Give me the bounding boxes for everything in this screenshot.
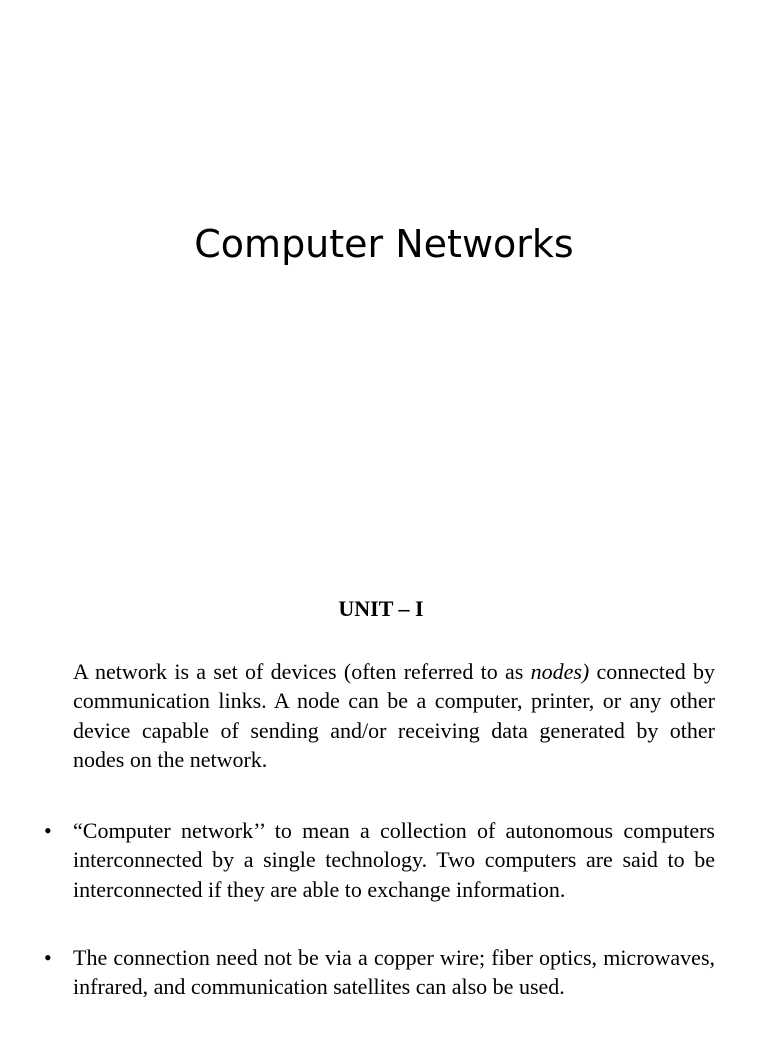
intro-paragraph <box>73 657 715 774</box>
slide-title: Computer Networks <box>194 222 574 266</box>
bullet-list <box>0 816 768 1040</box>
bullet-item <box>0 943 715 1002</box>
bullet-text: “Computer network’’ to mean a collection of autonomous computers interconnected by a single technology. Two computers are said to be interconnected if they are able to exchange information. <box>73 818 715 902</box>
bullet-dot-icon: • <box>44 818 52 843</box>
unit-heading: UNIT – I <box>338 596 424 621</box>
intro-text-end: connected by communication links. A node can be a computer, printer, or any other device capable of sending and/or receiving data generated by other nodes on the network. <box>73 659 715 772</box>
intro-text-start: A network is a set of devices (often referred to as <box>73 659 531 684</box>
intro-emphasis-nodes: nodes) <box>530 659 590 684</box>
bullet-item <box>0 816 715 904</box>
bullet-text: The connection need not be via a copper wire; fiber optics, microwaves, infrared, and communication satellites can also be used. <box>73 944 715 1000</box>
bullet-dot-icon: • <box>44 944 52 970</box>
